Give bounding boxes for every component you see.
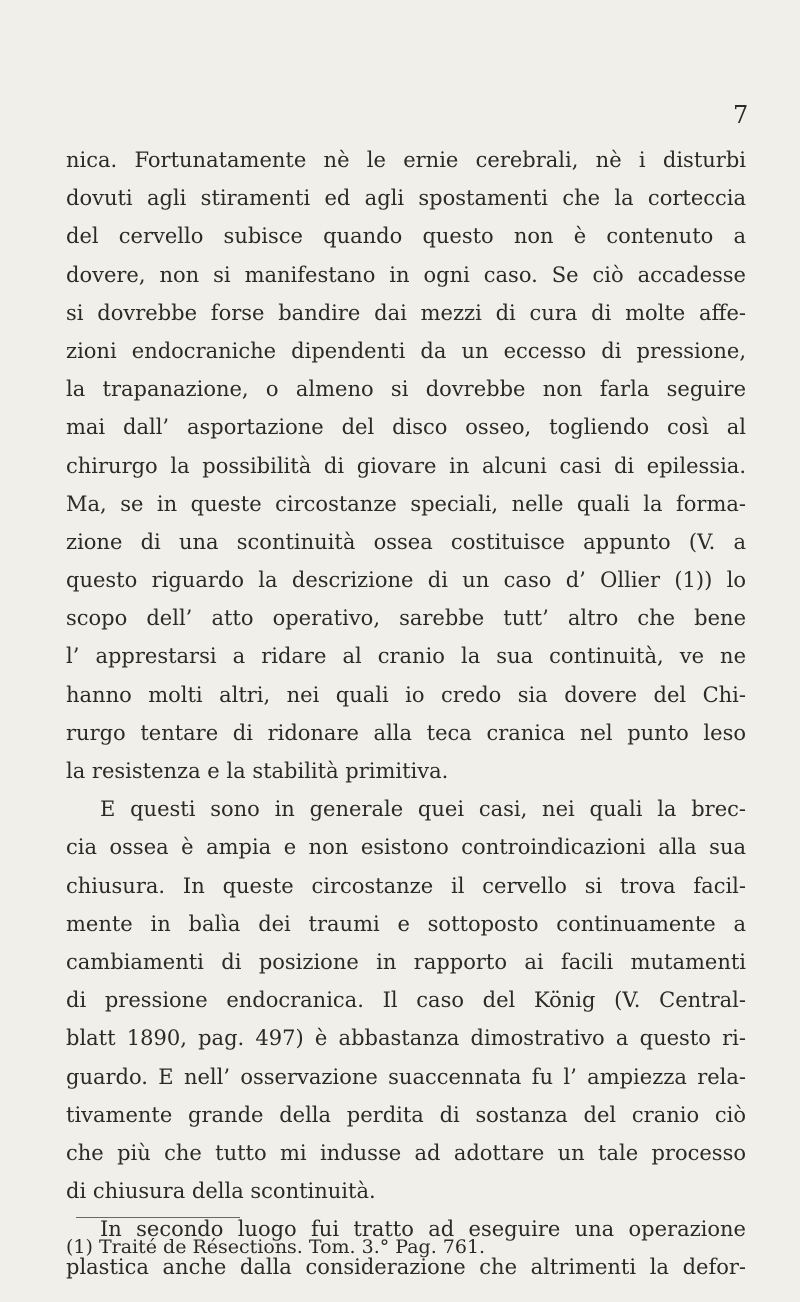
text-line: cambiamenti di posizione in rapporto ai facili mutamenti: [66, 949, 746, 974]
footnote: (1) Traité de Résections. Tom. 3.° Pag. 761.: [66, 1236, 486, 1258]
text-line: la resistenza e la stabilità primitiva.: [66, 759, 449, 783]
text-line: nica. Fortunatamente nè le ernie cerebrali, nè i disturbi: [66, 148, 746, 172]
text-line: la trapanazione, o almeno si dovrebbe non farla seguire: [66, 377, 746, 402]
text-line: mai dall’ asportazione del disco osseo, togliendo così al: [66, 415, 746, 440]
text-line: blatt 1890, pag. 497) è abbastanza dimostrativo a questo ri-: [66, 1026, 746, 1051]
text-line: guardo. E nell’ osservazione suaccennata fu l’ ampiezza rela-: [66, 1064, 746, 1089]
body-text: [66, 141, 746, 1287]
text-line: che più che tutto mi indusse ad adottare un tale processo: [66, 1140, 746, 1165]
text-line: cia ossea è ampia e non esistono controindicazioni alla sua: [66, 835, 746, 860]
text-line: hanno molti altri, nei quali io credo sia dovere del Chi-: [66, 682, 746, 707]
text-line: zione di una scontinuità ossea costituisce appunto (V. a: [66, 529, 746, 554]
text-line: l’ apprestarsi a ridare al cranio la sua continuità, ve ne: [66, 644, 746, 669]
text-line: rurgo tentare di ridonare alla teca cranica nel punto leso: [66, 720, 746, 745]
text-line: di pressione endocranica. Il caso del König (V. Central-: [66, 988, 746, 1013]
text-line: Ma, se in queste circostanze speciali, nelle quali la forma-: [66, 491, 746, 516]
text-line: plastica anche dalla considerazione che altrimenti la defor-: [66, 1255, 746, 1280]
text-line: di chiusura della scontinuità.: [66, 1179, 376, 1204]
text-line: dovere, non si manifestano in ogni caso. Se ciò accadesse: [66, 262, 746, 287]
text-line: zioni endocraniche dipendenti da un eccesso di pressione,: [66, 338, 746, 363]
text-line: In secondo luogo fui tratto ad eseguire una operazione: [100, 1217, 746, 1242]
text-line: si dovrebbe forse bandire dai mezzi di cura di molte affe-: [66, 300, 746, 325]
text-line: chiusura. In queste circostanze il cervello si trova facil-: [66, 873, 746, 898]
text-line: del cervello subisce quando questo non è contenuto a: [66, 224, 746, 249]
text-line: dovuti agli stiramenti ed agli spostamenti che la corteccia: [66, 186, 746, 211]
text-line: mente in balìa dei traumi e sottoposto continuamente a: [66, 911, 746, 936]
footnote-divider: [76, 1217, 240, 1218]
text-line: questo riguardo la descrizione di un caso d’ Ollier (1)) lo: [66, 568, 746, 593]
page-number: 7: [733, 101, 749, 129]
text-line: tivamente grande della perdita di sostanza del cranio ciò: [66, 1102, 746, 1127]
text-line: chirurgo la possibilità di giovare in alcuni casi di epilessia.: [66, 453, 746, 478]
text-line: scopo dell’ atto operativo, sarebbe tutt’ altro che bene: [66, 606, 746, 631]
text-line: E questi sono in generale quei casi, nei quali la brec-: [100, 797, 746, 822]
